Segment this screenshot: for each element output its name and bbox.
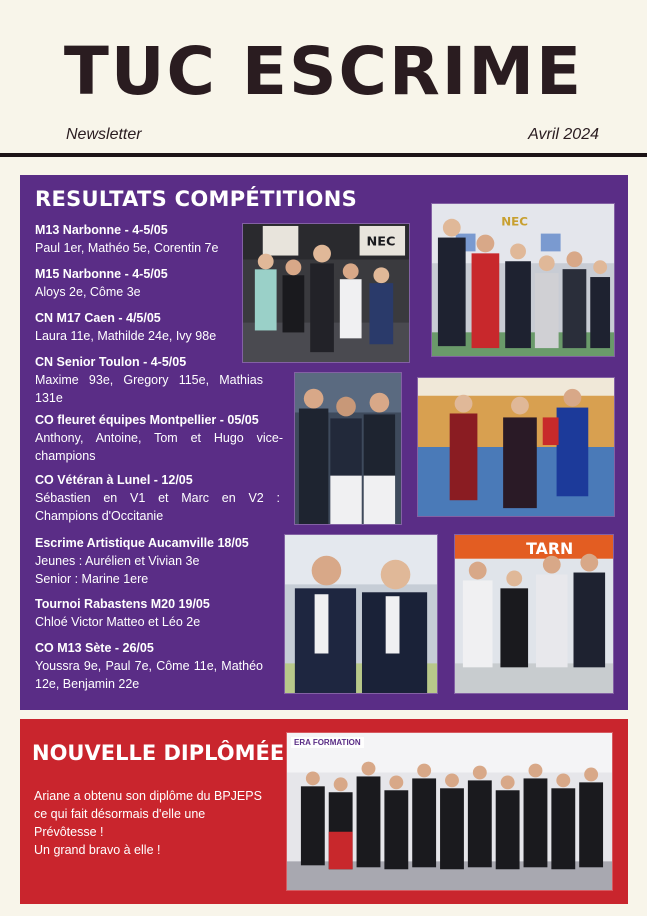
result-text: Aloys 2e, Côme 3e [35, 285, 141, 299]
nec-banner-text: NEC [366, 234, 396, 250]
result-heading: CN Senior Toulon - 4-5/05 [35, 355, 187, 369]
result-text: Jeunes : Aurélien et Vivian 3e [35, 554, 200, 568]
photo-narbonne-podium [242, 223, 410, 363]
result-text: Laura 11e, Mathilde 24e, Ivy 98e [35, 329, 217, 343]
result-entry [35, 639, 263, 693]
result-entry [35, 265, 250, 301]
result-heading: M13 Narbonne - 4-5/05 [35, 223, 168, 237]
photo-veteran-costumes [417, 377, 615, 517]
result-heading: CO Vétéran à Lunel - 12/05 [35, 473, 193, 487]
result-entry [35, 353, 263, 407]
result-entry [35, 411, 283, 465]
newsletter-title: TUC ESCRIME [63, 33, 584, 110]
result-text: Youssra 9e, Paul 7e, Côme 11e, Mathéo 12e, Benjamin 22e [35, 659, 263, 691]
tarn-banner-text: TARN [526, 538, 574, 558]
result-heading: M15 Narbonne - 4-5/05 [35, 267, 168, 281]
results-title: RESULTATS COMPÉTITIONS [35, 187, 357, 211]
result-text: Paul 1er, Mathéo 5e, Corentin 7e [35, 241, 219, 255]
diplome-title: NOUVELLE DIPLÔMÉE [32, 741, 285, 765]
header-divider [0, 153, 647, 157]
result-entry [35, 595, 285, 631]
era-formation-logo: ERA FORMATION [291, 737, 364, 748]
result-heading: Escrime Artistique Aucamville 18/05 [35, 536, 249, 550]
photo-graduation-group [286, 732, 613, 891]
photo-rabastens-tournament [454, 534, 614, 694]
result-heading: CO fleuret équipes Montpellier - 05/05 [35, 413, 259, 427]
result-text: Senior : Marine 1ere [35, 572, 149, 586]
result-text: Maxime 93e, Gregory 115e, Mathias 131e [35, 373, 263, 405]
result-heading: Tournoi Rabastens M20 19/05 [35, 597, 210, 611]
results-section [20, 175, 628, 710]
result-entry [35, 471, 280, 525]
diplome-text [34, 787, 266, 859]
result-text: Sébastien en V1 et Marc en V2 : Champions d'Occitanie [35, 491, 280, 523]
masthead [0, 0, 647, 160]
result-heading: CO M13 Sète - 26/05 [35, 641, 154, 655]
svg-text:NEC: NEC [501, 214, 528, 229]
newsletter-label: Newsletter [66, 126, 142, 143]
diplome-section [20, 719, 628, 904]
result-entry [35, 221, 250, 257]
photo-senior-team [294, 372, 402, 525]
photo-artistic-duo [284, 534, 438, 694]
result-text: Anthony, Antoine, Tom et Hugo vice-champions [35, 431, 283, 463]
diplome-paragraph: Un grand bravo à elle ! [34, 843, 161, 857]
result-entry [35, 534, 285, 588]
result-heading: CN M17 Caen - 4/5/05 [35, 311, 161, 325]
issue-date: Avril 2024 [528, 126, 599, 143]
diplome-paragraph: Ariane a obtenu son diplôme du BPJEPS ce qui fait désormais d'elle une Prévôtesse ! [34, 789, 262, 839]
result-text: Chloé Victor Matteo et Léo 2e [35, 615, 201, 629]
result-entry [35, 309, 250, 345]
photo-m15-group [431, 203, 615, 357]
